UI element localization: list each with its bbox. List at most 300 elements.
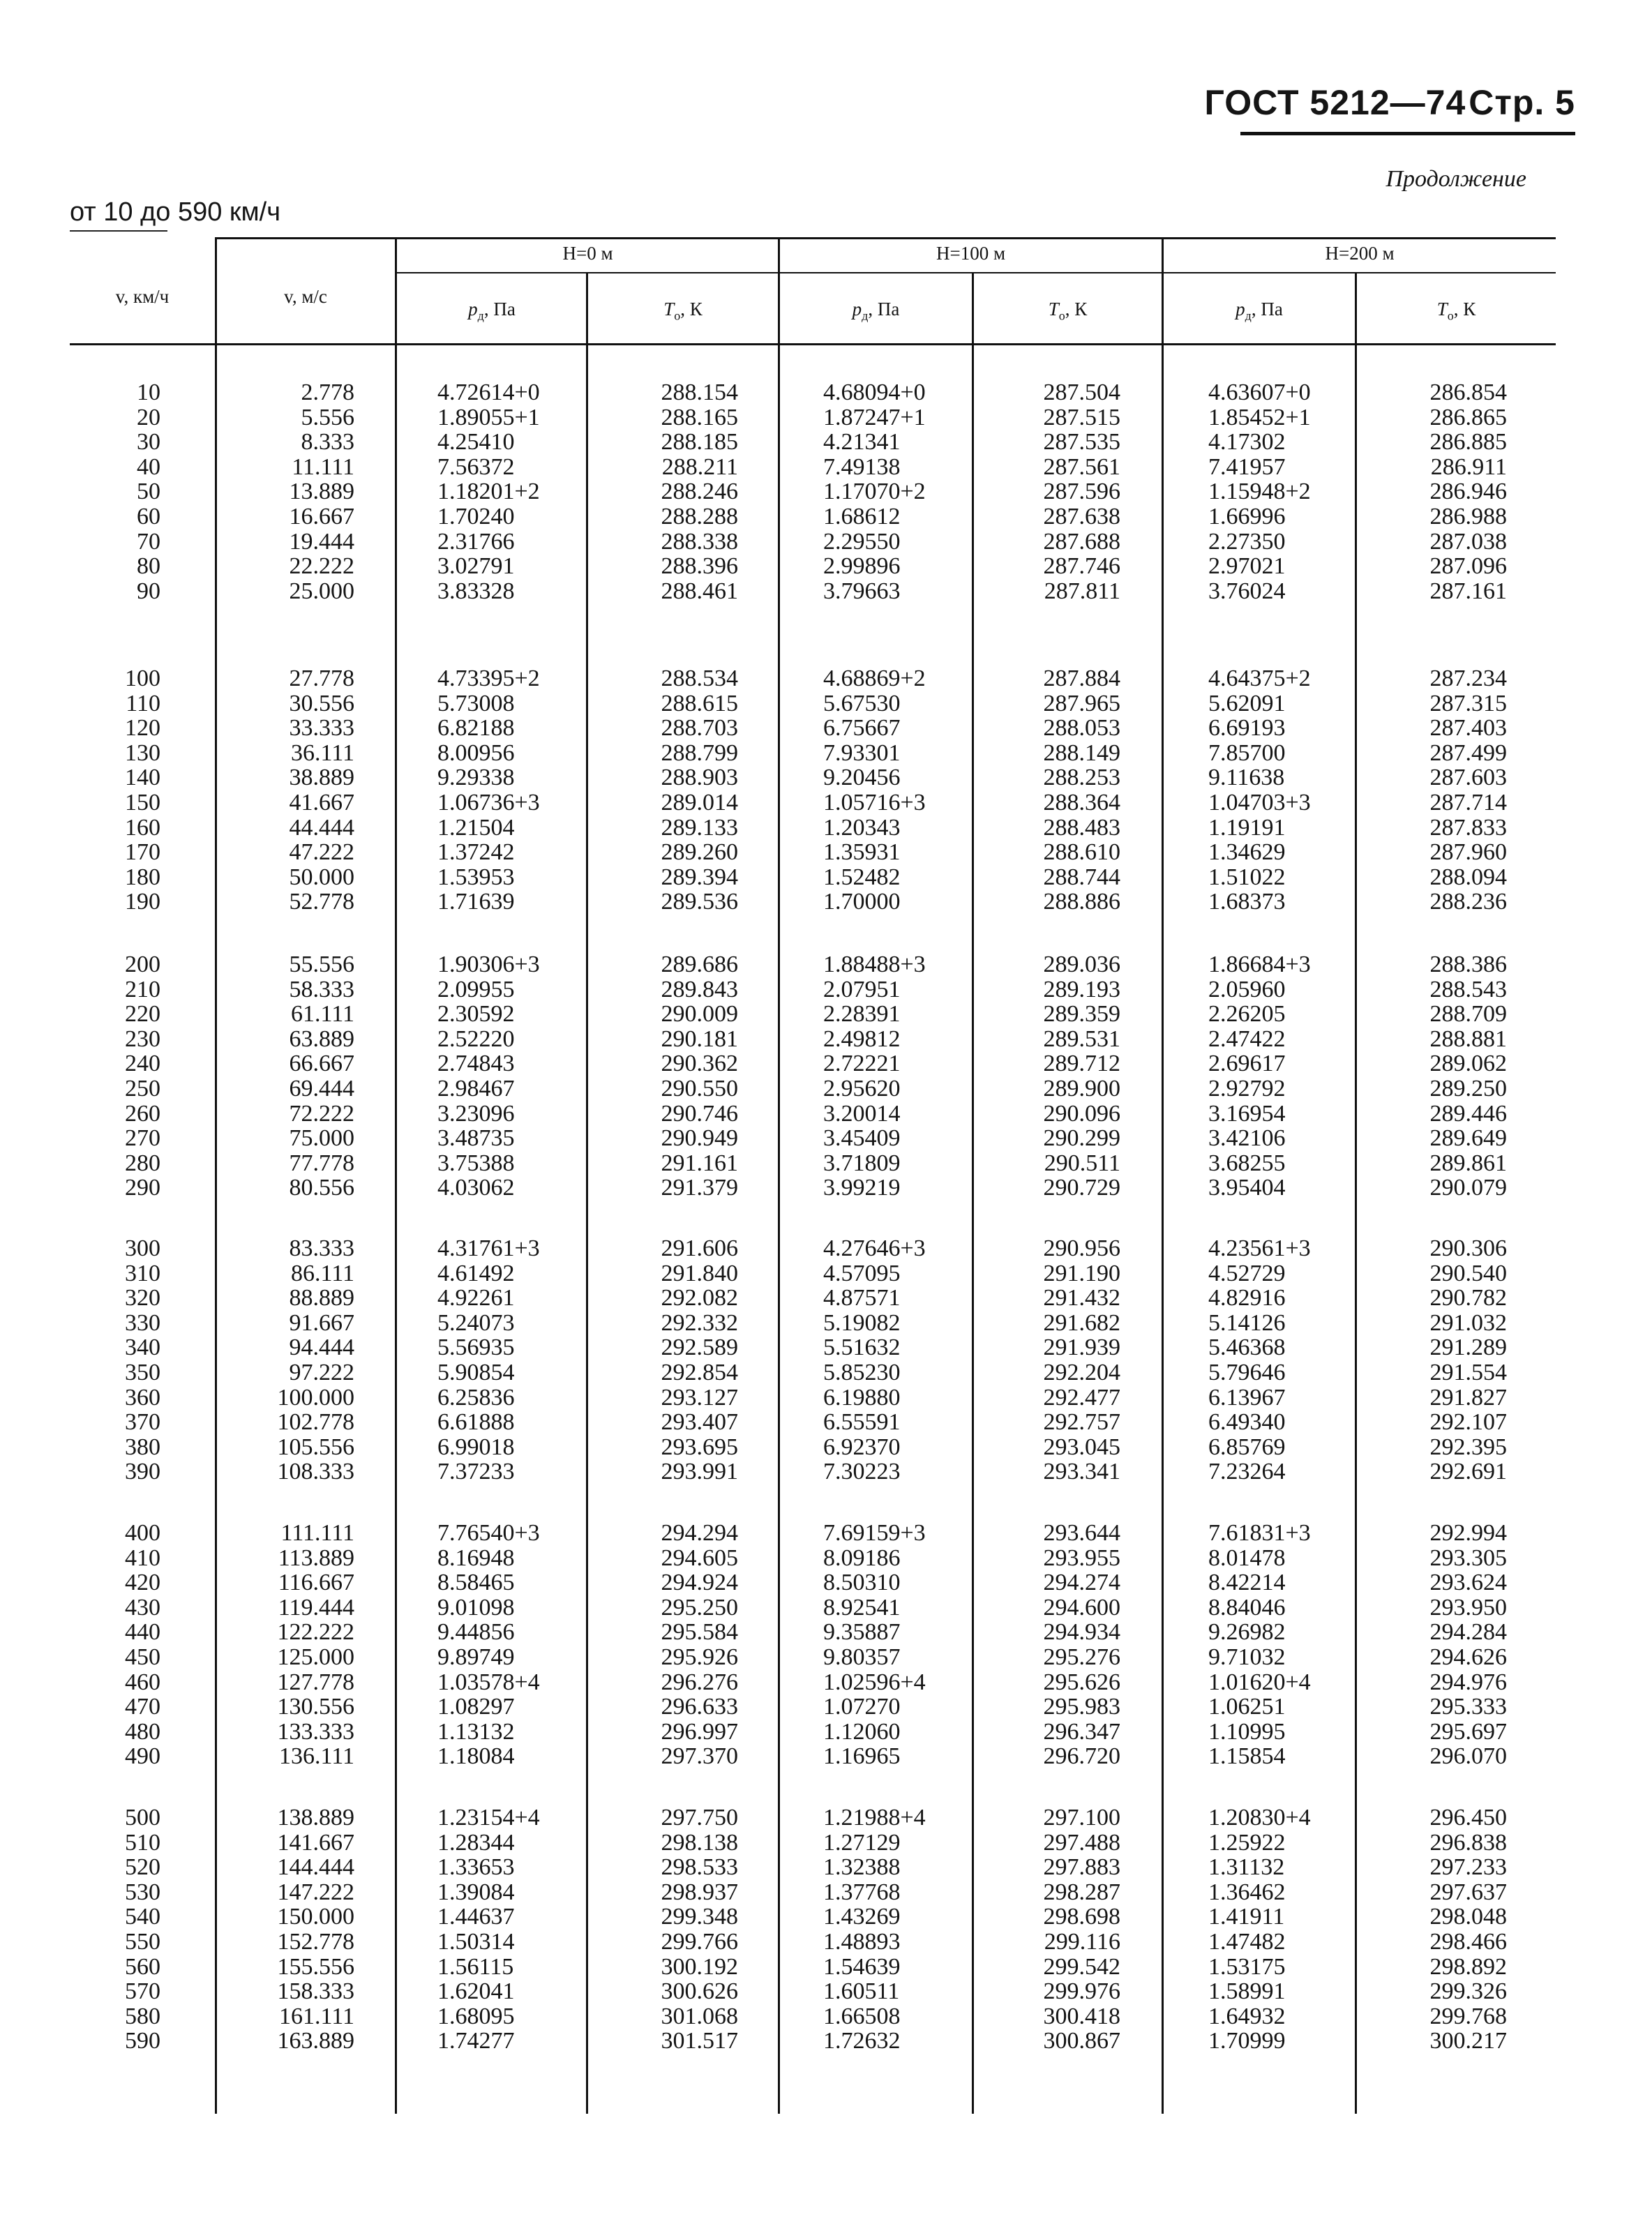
cell-to-h200: 287.315	[1429, 690, 1507, 716]
cell-to-h0: 292.082	[661, 1285, 738, 1311]
cell-to-h0: 288.615	[661, 690, 738, 716]
cell-pd-h100: 2.29550	[823, 528, 901, 555]
cell-to-h100: 294.274	[1043, 1570, 1120, 1596]
cell-to-h200: 286.988	[1429, 503, 1507, 529]
cell-to-h100: 291.190	[1043, 1260, 1120, 1286]
cell-to-h0: 288.338	[661, 528, 738, 555]
table-row	[70, 1570, 1556, 1595]
col-header-v-ms: v, м/с	[284, 286, 327, 307]
cell-to-h200: 295.697	[1429, 1718, 1507, 1745]
cell-v-kmh: 200	[125, 952, 160, 977]
cell-v-ms: 69.444	[289, 1075, 354, 1102]
cell-pd-h0: 2.09955	[437, 976, 515, 1002]
cell-to-h100: 290.729	[1043, 1175, 1120, 1201]
cell-v-ms: 8.333	[301, 429, 354, 456]
cell-to-h200: 288.709	[1429, 1001, 1507, 1028]
cell-v-ms: 80.556	[289, 1175, 354, 1201]
table-row	[70, 1286, 1556, 1311]
cell-pd-h0: 1.21504	[437, 814, 515, 841]
cell-pd-h100: 3.71809	[823, 1150, 901, 1176]
table-row	[70, 1521, 1556, 1546]
cell-to-h100: 297.883	[1043, 1854, 1120, 1881]
table-row	[70, 1311, 1556, 1336]
row-group	[70, 1805, 1556, 2054]
speed-pressure-table	[70, 237, 1556, 2114]
cell-to-h200: 290.079	[1429, 1175, 1507, 1201]
cell-pd-h100: 1.72632	[823, 2028, 901, 2054]
cell-to-h100: 289.359	[1043, 1001, 1120, 1028]
cell-to-h100: 287.746	[1043, 553, 1120, 580]
table-row	[70, 2029, 1556, 2054]
cell-to-h0: 291.840	[661, 1260, 738, 1286]
header-bottom-rule	[70, 343, 1556, 345]
cell-v-kmh: 30	[137, 429, 160, 456]
cell-pd-h100: 1.70000	[823, 889, 901, 915]
cell-pd-h200: 4.64375+2	[1208, 666, 1311, 691]
cell-to-h0: 293.127	[661, 1384, 738, 1411]
cell-pd-h0: 1.44637	[437, 1904, 515, 1930]
cell-to-h0: 295.250	[661, 1594, 738, 1621]
cell-v-ms: 158.333	[277, 1978, 354, 2005]
cell-pd-h0: 1.28344	[437, 1829, 515, 1856]
cell-pd-h0: 1.90306+3	[437, 952, 540, 977]
cell-to-h100: 287.515	[1043, 404, 1120, 430]
cell-v-ms: 150.000	[277, 1904, 354, 1930]
cell-pd-h200: 1.15948+2	[1208, 479, 1311, 505]
cell-to-h200: 293.624	[1429, 1570, 1507, 1596]
cell-to-h0: 292.332	[661, 1309, 738, 1336]
cell-pd-h200: 8.42214	[1208, 1570, 1286, 1596]
cell-pd-h0: 7.76540+3	[437, 1520, 540, 1546]
cell-pd-h0: 1.70240	[437, 503, 515, 529]
cell-to-h200: 292.691	[1429, 1459, 1507, 1485]
cell-v-ms: 72.222	[289, 1100, 354, 1127]
cell-to-h100: 292.204	[1043, 1359, 1120, 1385]
cell-pd-h200: 1.86684+3	[1208, 952, 1311, 977]
table-row	[70, 765, 1556, 790]
cell-v-kmh: 100	[125, 666, 160, 691]
cell-to-h0: 298.138	[661, 1829, 738, 1856]
cell-v-ms: 133.333	[277, 1718, 354, 1745]
cell-to-h100: 288.744	[1043, 864, 1120, 890]
cell-v-ms: 138.889	[277, 1805, 354, 1831]
cell-v-kmh: 40	[137, 453, 160, 480]
cell-v-ms: 102.778	[277, 1409, 354, 1436]
cell-to-h0: 294.605	[661, 1544, 738, 1571]
table-row	[70, 1175, 1556, 1201]
cell-to-h200: 293.950	[1429, 1594, 1507, 1621]
cell-to-h100: 288.053	[1043, 715, 1120, 742]
table-row	[70, 977, 1556, 1002]
cell-v-ms: 2.778	[301, 379, 354, 405]
table-row	[70, 1620, 1556, 1645]
cell-to-h100: 288.364	[1043, 789, 1120, 815]
cell-pd-h100: 1.17070+2	[823, 479, 926, 505]
cell-to-h100: 293.341	[1043, 1459, 1120, 1485]
cell-pd-h0: 5.73008	[437, 690, 515, 716]
cell-pd-h200: 6.69193	[1208, 715, 1286, 742]
cell-pd-h200: 1.85452+1	[1208, 404, 1311, 430]
cell-pd-h100: 1.52482	[823, 864, 901, 890]
cell-to-h100: 287.638	[1043, 503, 1120, 529]
cell-to-h0: 291.161	[661, 1150, 738, 1176]
cell-pd-h0: 5.24073	[437, 1309, 515, 1336]
table-row	[70, 1102, 1556, 1127]
page-number: Стр. 5	[1469, 83, 1575, 122]
table-row	[70, 815, 1556, 841]
cell-pd-h100: 1.16965	[823, 1743, 901, 1770]
cell-pd-h0: 1.71639	[437, 889, 515, 915]
cell-v-kmh: 180	[125, 864, 160, 890]
cell-pd-h200: 3.42106	[1208, 1125, 1286, 1152]
cell-to-h100: 295.276	[1043, 1644, 1120, 1670]
table-row	[70, 1076, 1556, 1102]
cell-pd-h200: 2.97021	[1208, 553, 1286, 580]
table-row	[70, 1385, 1556, 1411]
cell-v-kmh: 370	[125, 1409, 160, 1436]
cell-v-kmh: 520	[125, 1854, 160, 1881]
cell-v-ms: 16.667	[289, 503, 354, 529]
cell-v-ms: 61.111	[291, 1001, 354, 1028]
table-row	[70, 840, 1556, 865]
cell-to-h0: 294.294	[661, 1520, 738, 1546]
cell-pd-h100: 3.79663	[823, 578, 901, 604]
cell-pd-h200: 2.47422	[1208, 1025, 1286, 1052]
cell-to-h200: 298.048	[1429, 1904, 1507, 1930]
cell-v-ms: 97.222	[289, 1359, 354, 1385]
cell-v-ms: 88.889	[289, 1285, 354, 1311]
cell-to-h100: 300.867	[1043, 2028, 1120, 2054]
cell-to-h0: 296.276	[661, 1669, 738, 1695]
cell-v-kmh: 440	[125, 1619, 160, 1646]
cell-v-kmh: 540	[125, 1904, 160, 1930]
cell-to-h100: 300.418	[1043, 2003, 1120, 2029]
cell-pd-h100: 9.80357	[823, 1644, 901, 1670]
cell-pd-h100: 5.67530	[823, 690, 901, 716]
cell-v-kmh: 510	[125, 1829, 160, 1856]
cell-to-h200: 292.107	[1429, 1409, 1507, 1436]
cell-v-kmh: 430	[125, 1594, 160, 1621]
cell-to-h0: 290.746	[661, 1100, 738, 1127]
cell-pd-h200: 1.70999	[1208, 2028, 1286, 2054]
table-row	[70, 1645, 1556, 1670]
cell-pd-h0: 9.29338	[437, 765, 515, 791]
cell-to-h100: 287.504	[1043, 379, 1120, 405]
cell-v-kmh: 300	[125, 1235, 160, 1261]
table-row	[70, 691, 1556, 716]
cell-pd-h200: 5.62091	[1208, 690, 1286, 716]
cell-pd-h200: 1.36462	[1208, 1879, 1286, 1905]
col-header-pd-h100: $p_д$, Па	[852, 299, 900, 323]
cell-to-h200: 286.885	[1429, 429, 1507, 456]
cell-v-kmh: 310	[125, 1260, 160, 1286]
cell-pd-h100: 1.88488+3	[823, 952, 926, 977]
cell-to-h200: 287.403	[1429, 715, 1507, 742]
cell-v-kmh: 80	[137, 553, 160, 580]
cell-to-h100: 296.720	[1043, 1743, 1120, 1770]
cell-to-h100: 294.600	[1043, 1594, 1120, 1621]
cell-to-h200: 291.289	[1429, 1335, 1507, 1361]
cell-to-h200: 286.911	[1430, 453, 1507, 480]
cell-pd-h0: 2.52220	[437, 1025, 515, 1052]
table-row	[70, 666, 1556, 691]
cell-v-ms: 94.444	[289, 1335, 354, 1361]
cell-pd-h0: 2.98467	[437, 1075, 515, 1102]
cell-v-kmh: 330	[125, 1309, 160, 1336]
cell-pd-h200: 1.10995	[1208, 1718, 1286, 1745]
cell-v-ms: 19.444	[289, 528, 354, 555]
cell-pd-h0: 1.89055+1	[437, 404, 540, 430]
cell-to-h0: 291.606	[661, 1235, 738, 1261]
cell-to-h0: 297.370	[661, 1743, 738, 1770]
cell-to-h0: 289.843	[661, 976, 738, 1002]
cell-to-h100: 288.886	[1043, 889, 1120, 915]
cell-pd-h200: 1.20830+4	[1208, 1805, 1311, 1831]
cell-v-ms: 155.556	[277, 1953, 354, 1980]
cell-pd-h200: 1.31132	[1208, 1854, 1285, 1881]
col-header-pd-h200: $p_д$, Па	[1236, 299, 1283, 323]
cell-v-kmh: 220	[125, 1001, 160, 1028]
cell-to-h200: 287.833	[1429, 814, 1507, 841]
cell-to-h100: 295.983	[1043, 1694, 1120, 1720]
cell-v-ms: 147.222	[277, 1879, 354, 1905]
cell-to-h0: 300.626	[661, 1978, 738, 2005]
cell-pd-h0: 7.37233	[437, 1459, 515, 1485]
cell-to-h100: 289.036	[1043, 952, 1120, 977]
cell-pd-h0: 8.16948	[437, 1544, 515, 1571]
cell-to-h0: 301.068	[661, 2003, 738, 2029]
cell-to-h0: 288.461	[661, 578, 738, 604]
cell-to-h200: 297.637	[1429, 1879, 1507, 1905]
cell-pd-h200: 1.34629	[1208, 839, 1286, 866]
cell-pd-h100: 9.35887	[823, 1619, 901, 1646]
cell-to-h100: 293.955	[1043, 1544, 1120, 1571]
cell-v-ms: 38.889	[289, 765, 354, 791]
table-row	[70, 455, 1556, 480]
cell-pd-h0: 1.37242	[437, 839, 515, 866]
cell-pd-h0: 1.23154+4	[437, 1805, 540, 1831]
cell-to-h100: 297.100	[1043, 1805, 1120, 1831]
cell-pd-h0: 4.25410	[437, 429, 515, 456]
cell-to-h0: 292.589	[661, 1335, 738, 1361]
cell-pd-h100: 8.92541	[823, 1594, 901, 1621]
cell-to-h0: 299.766	[661, 1928, 738, 1955]
cell-to-h100: 287.535	[1043, 429, 1120, 456]
cell-to-h200: 290.306	[1429, 1235, 1507, 1261]
cell-to-h200: 288.094	[1429, 864, 1507, 890]
cell-v-ms: 63.889	[289, 1025, 354, 1052]
cell-v-ms: 77.778	[289, 1150, 354, 1176]
cell-pd-h200: 1.41911	[1208, 1904, 1285, 1930]
table-row	[70, 1855, 1556, 1880]
cell-to-h0: 290.009	[661, 1001, 738, 1028]
cell-to-h200: 291.032	[1429, 1309, 1507, 1336]
cell-pd-h200: 7.41957	[1208, 453, 1286, 480]
cell-to-h100: 290.511	[1044, 1150, 1120, 1176]
cell-to-h0: 290.949	[661, 1125, 738, 1152]
cell-pd-h100: 8.50310	[823, 1570, 901, 1596]
cell-to-h200: 287.096	[1429, 553, 1507, 580]
cell-to-h200: 289.649	[1429, 1125, 1507, 1152]
cell-pd-h0: 2.74843	[437, 1051, 515, 1077]
cell-v-ms: 55.556	[289, 952, 354, 977]
cell-pd-h200: 1.64932	[1208, 2003, 1286, 2029]
cell-to-h100: 295.626	[1043, 1669, 1120, 1695]
cell-pd-h200: 4.52729	[1208, 1260, 1286, 1286]
cell-pd-h100: 6.92370	[823, 1434, 901, 1460]
cell-pd-h0: 3.83328	[437, 578, 515, 604]
table-row	[70, 1261, 1556, 1286]
cell-to-h200: 289.446	[1429, 1100, 1507, 1127]
altitude-header-rule	[396, 272, 1556, 273]
cell-pd-h100: 3.99219	[823, 1175, 901, 1201]
cell-pd-h200: 2.05960	[1208, 976, 1286, 1002]
cell-v-kmh: 450	[125, 1644, 160, 1670]
cell-pd-h100: 1.05716+3	[823, 789, 926, 815]
cell-to-h0: 289.394	[661, 864, 738, 890]
cell-to-h0: 290.550	[661, 1075, 738, 1102]
cell-pd-h0: 1.56115	[437, 1953, 514, 1980]
cell-to-h0: 289.686	[661, 952, 738, 977]
col-header-pd-h0: $p_д$, Па	[468, 299, 516, 323]
cell-to-h0: 296.633	[661, 1694, 738, 1720]
cell-v-ms: 119.444	[278, 1594, 354, 1621]
cell-to-h0: 301.517	[661, 2028, 738, 2054]
cell-pd-h200: 5.79646	[1208, 1359, 1286, 1385]
table-row	[70, 1151, 1556, 1176]
cell-pd-h100: 2.99896	[823, 553, 901, 580]
cell-v-kmh: 140	[125, 765, 160, 791]
cell-v-ms: 163.889	[277, 2028, 354, 2054]
cell-to-h0: 288.799	[661, 739, 738, 766]
cell-to-h200: 295.333	[1429, 1694, 1507, 1720]
cell-v-kmh: 320	[125, 1285, 160, 1311]
table-row	[70, 380, 1556, 405]
table-row	[70, 430, 1556, 455]
table-row	[70, 1694, 1556, 1720]
cell-to-h200: 287.960	[1429, 839, 1507, 866]
cell-pd-h0: 9.01098	[437, 1594, 515, 1621]
cell-to-h100: 291.682	[1043, 1309, 1120, 1336]
cell-v-kmh: 380	[125, 1434, 160, 1460]
cell-to-h0: 289.014	[661, 789, 738, 815]
col-header-to-h0: $T_o$, К	[663, 299, 703, 323]
cell-pd-h0: 1.74277	[437, 2028, 515, 2054]
cell-v-ms: 152.778	[277, 1928, 354, 1955]
cell-to-h0: 288.185	[661, 429, 738, 456]
cell-pd-h100: 1.54639	[823, 1953, 901, 1980]
cell-v-ms: 136.111	[279, 1743, 354, 1770]
table-row	[70, 529, 1556, 555]
cell-pd-h100: 7.69159+3	[823, 1520, 926, 1546]
cell-to-h0: 288.703	[661, 715, 738, 742]
cell-v-ms: 144.444	[277, 1854, 354, 1881]
cell-pd-h200: 7.61831+3	[1208, 1520, 1311, 1546]
cell-to-h0: 289.133	[661, 814, 738, 841]
cell-pd-h200: 6.13967	[1208, 1384, 1286, 1411]
cell-pd-h100: 4.87571	[823, 1285, 901, 1311]
cell-to-h200: 286.854	[1429, 379, 1507, 405]
cell-v-ms: 91.667	[289, 1309, 354, 1336]
table-row	[70, 1236, 1556, 1261]
cell-pd-h100: 4.57095	[823, 1260, 901, 1286]
cell-to-h200: 289.062	[1429, 1051, 1507, 1077]
table-row	[70, 2004, 1556, 2029]
cell-to-h200: 288.386	[1429, 952, 1507, 977]
cell-to-h200: 291.827	[1429, 1384, 1507, 1411]
cell-pd-h200: 4.17302	[1208, 429, 1286, 456]
cell-v-kmh: 580	[125, 2003, 160, 2029]
table-row	[70, 1595, 1556, 1621]
cell-pd-h0: 1.53953	[437, 864, 515, 890]
cell-to-h200: 298.466	[1429, 1928, 1507, 1955]
table-row	[70, 952, 1556, 977]
cell-v-kmh: 240	[125, 1051, 160, 1077]
cell-pd-h100: 4.21341	[823, 429, 901, 456]
cell-v-kmh: 590	[125, 2028, 160, 2054]
cell-pd-h200: 1.19191	[1208, 814, 1286, 841]
cell-pd-h200: 2.26205	[1208, 1001, 1286, 1028]
cell-to-h0: 296.997	[661, 1718, 738, 1745]
table-row	[70, 554, 1556, 579]
cell-pd-h0: 1.68095	[437, 2003, 515, 2029]
cell-pd-h100: 1.07270	[823, 1694, 901, 1720]
cell-v-kmh: 420	[125, 1570, 160, 1596]
cell-v-ms: 127.778	[277, 1669, 354, 1695]
cell-pd-h200: 2.27350	[1208, 528, 1286, 555]
cell-pd-h0: 1.50314	[437, 1928, 515, 1955]
cell-v-ms: 116.667	[278, 1570, 354, 1596]
cell-to-h100: 289.900	[1043, 1075, 1120, 1102]
altitude-header-100: H=100 м	[936, 243, 1006, 264]
cell-pd-h100: 1.12060	[823, 1718, 901, 1745]
table-row	[70, 1880, 1556, 1905]
cell-pd-h200: 1.66996	[1208, 503, 1286, 529]
cell-pd-h0: 1.62041	[437, 1978, 515, 2005]
row-group	[70, 1236, 1556, 1484]
cell-pd-h0: 9.44856	[437, 1619, 515, 1646]
cell-pd-h100: 6.75667	[823, 715, 901, 742]
cell-to-h100: 289.531	[1043, 1025, 1120, 1052]
table-row	[70, 741, 1556, 766]
cell-pd-h0: 1.03578+4	[437, 1669, 540, 1695]
cell-to-h0: 293.695	[661, 1434, 738, 1460]
cell-pd-h0: 8.00956	[437, 739, 515, 766]
cell-to-h200: 286.865	[1429, 404, 1507, 430]
cell-pd-h100: 1.60511	[823, 1978, 900, 2005]
cell-pd-h100: 2.72221	[823, 1051, 901, 1077]
cell-pd-h100: 5.85230	[823, 1359, 901, 1385]
cell-v-kmh: 250	[125, 1075, 160, 1102]
cell-pd-h100: 1.66508	[823, 2003, 901, 2029]
cell-to-h200: 287.714	[1429, 789, 1507, 815]
cell-to-h200: 294.284	[1429, 1619, 1507, 1646]
cell-v-ms: 30.556	[289, 690, 354, 716]
table-row	[70, 1805, 1556, 1831]
cell-to-h200: 294.976	[1429, 1669, 1507, 1695]
cell-pd-h100: 2.28391	[823, 1001, 901, 1028]
cell-v-kmh: 110	[126, 690, 160, 716]
altitude-header-200: H=200 м	[1325, 243, 1395, 264]
cell-to-h0: 300.192	[661, 1953, 738, 1980]
cell-v-ms: 13.889	[289, 479, 354, 505]
cell-pd-h200: 1.04703+3	[1208, 789, 1311, 815]
cell-v-ms: 27.778	[289, 666, 354, 691]
table-row	[70, 479, 1556, 504]
cell-pd-h200: 1.25922	[1208, 1829, 1286, 1856]
cell-v-ms: 113.889	[278, 1544, 354, 1571]
cell-pd-h100: 1.02596+4	[823, 1669, 926, 1695]
